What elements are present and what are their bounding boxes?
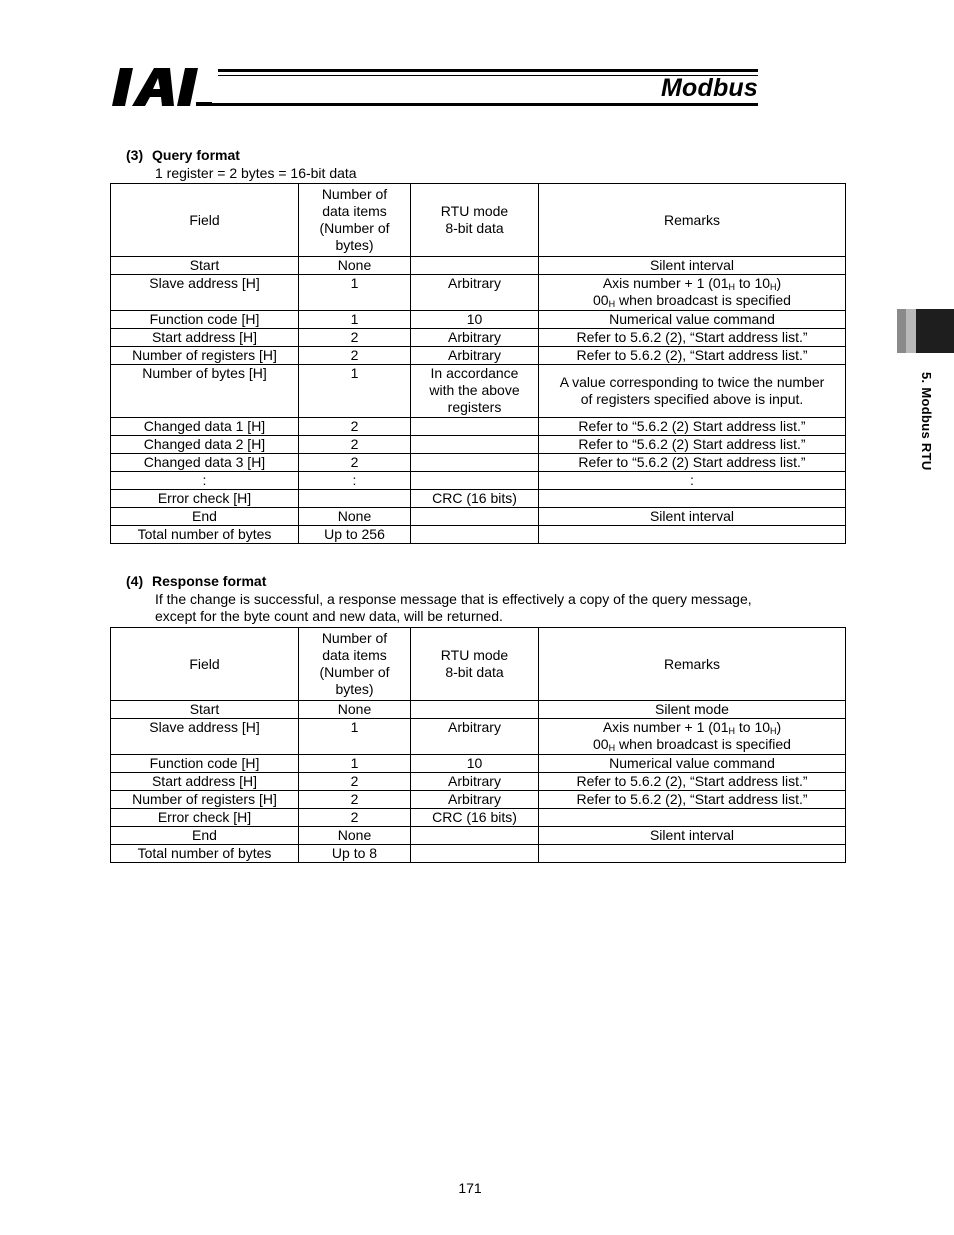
table-cell: Refer to “5.6.2 (2) Start address list.” — [539, 454, 846, 472]
table-row — [111, 347, 846, 365]
table-cell: 1 — [299, 275, 411, 311]
table-row — [111, 701, 846, 719]
table-cell: CRC (16 bits) — [411, 809, 539, 827]
table-row — [111, 809, 846, 827]
table-cell — [411, 701, 539, 719]
table-row — [111, 508, 846, 526]
response-table — [110, 627, 846, 863]
table-cell: Error check [H] — [111, 490, 299, 508]
col-header-items: Number of data items (Number of bytes) — [299, 184, 411, 257]
query-section-heading: Query format — [152, 147, 240, 163]
table-cell: 1 — [299, 365, 411, 418]
table-cell: Arbitrary — [411, 791, 539, 809]
table-row — [111, 275, 846, 311]
table-cell: 1 — [299, 311, 411, 329]
table-cell: Start — [111, 257, 299, 275]
table-cell: Refer to 5.6.2 (2), “Start address list.” — [539, 773, 846, 791]
table-cell — [411, 436, 539, 454]
col-header-remarks: Remarks — [539, 184, 846, 257]
table-cell — [411, 257, 539, 275]
table-cell: : — [299, 472, 411, 490]
response-section-heading: Response format — [152, 573, 267, 589]
table-cell: Arbitrary — [411, 329, 539, 347]
table-cell: Total number of bytes — [111, 845, 299, 863]
iai-logo — [112, 68, 212, 106]
table-row — [111, 257, 846, 275]
table-cell: Function code [H] — [111, 755, 299, 773]
table-cell: Silent interval — [539, 257, 846, 275]
table-cell: 10 — [411, 755, 539, 773]
table-cell: Total number of bytes — [111, 526, 299, 544]
table-cell: 2 — [299, 809, 411, 827]
table-cell: Arbitrary — [411, 347, 539, 365]
table-cell: Slave address [H] — [111, 719, 299, 755]
table-cell: Refer to “5.6.2 (2) Start address list.” — [539, 436, 846, 454]
table-row — [111, 827, 846, 845]
table-cell: Silent interval — [539, 827, 846, 845]
response-section-title — [126, 573, 266, 589]
table-cell: Up to 256 — [299, 526, 411, 544]
table-cell: Start address [H] — [111, 773, 299, 791]
header-title: Modbus — [660, 74, 758, 102]
table-cell: Refer to 5.6.2 (2), “Start address list.” — [539, 347, 846, 365]
table-row — [111, 791, 846, 809]
table-cell — [411, 472, 539, 490]
table-cell: A value corresponding to twice the number of registers specified above is input. — [539, 365, 846, 418]
response-section-number: (4) — [126, 573, 144, 589]
table-row — [111, 490, 846, 508]
table-cell: Silent mode — [539, 701, 846, 719]
table-cell: In accordance with the above registers — [411, 365, 539, 418]
header-rule-bottom — [212, 103, 758, 106]
table-cell: Changed data 1 [H] — [111, 418, 299, 436]
table-cell: End — [111, 827, 299, 845]
table-row — [111, 436, 846, 454]
table-cell: None — [299, 257, 411, 275]
query-section-description: 1 register = 2 bytes = 16-bit data — [155, 165, 357, 181]
table-cell: Refer to 5.6.2 (2), “Start address list.” — [539, 329, 846, 347]
table-cell — [539, 490, 846, 508]
table-cell — [539, 845, 846, 863]
col-header-remarks: Remarks — [539, 628, 846, 701]
table-cell: Numerical value command — [539, 755, 846, 773]
table-cell: None — [299, 701, 411, 719]
table-cell: None — [299, 508, 411, 526]
table-row — [111, 845, 846, 863]
table-cell: 2 — [299, 791, 411, 809]
table-cell: Up to 8 — [299, 845, 411, 863]
table-cell: Error check [H] — [111, 809, 299, 827]
table-cell: Start — [111, 701, 299, 719]
table-cell: Number of registers [H] — [111, 791, 299, 809]
table-row — [111, 418, 846, 436]
table-cell: Changed data 3 [H] — [111, 454, 299, 472]
query-section-title — [126, 147, 240, 163]
table-row — [111, 329, 846, 347]
table-cell: Arbitrary — [411, 275, 539, 311]
table-row — [111, 311, 846, 329]
table-cell: Silent interval — [539, 508, 846, 526]
table-cell: Number of bytes [H] — [111, 365, 299, 418]
table-cell: Arbitrary — [411, 773, 539, 791]
table-row — [111, 719, 846, 755]
table-cell — [539, 809, 846, 827]
table-cell: Slave address [H] — [111, 275, 299, 311]
table-cell: End — [111, 508, 299, 526]
table-cell: 2 — [299, 329, 411, 347]
col-header-rtu: RTU mode 8-bit data — [411, 184, 539, 257]
table-cell: Changed data 2 [H] — [111, 436, 299, 454]
table-cell — [411, 827, 539, 845]
table-cell: Axis number + 1 ($01_H$ to $10_H$) $00_H$ when broadcast is specified — [539, 275, 846, 311]
table-cell: : — [111, 472, 299, 490]
col-header-field: Field — [111, 184, 299, 257]
table-cell: Function code [H] — [111, 311, 299, 329]
col-header-items: Number of data items (Number of bytes) — [299, 628, 411, 701]
table-cell — [411, 526, 539, 544]
chapter-tab-label: 5. Modbus RTU — [919, 372, 934, 471]
table-cell: 1 — [299, 755, 411, 773]
table-cell — [299, 490, 411, 508]
table-cell — [411, 508, 539, 526]
response-section-description: If the change is successful, a response message that is effectively a copy of the query message, except for the byte count and new data, will be returned. — [155, 591, 752, 624]
table-cell — [411, 418, 539, 436]
header-rule-top — [218, 69, 758, 72]
table-cell — [411, 845, 539, 863]
table-cell: Arbitrary — [411, 719, 539, 755]
table-row — [111, 755, 846, 773]
table-cell: 1 — [299, 719, 411, 755]
table-cell: 2 — [299, 773, 411, 791]
table-cell: Refer to “5.6.2 (2) Start address list.” — [539, 418, 846, 436]
table-cell: 2 — [299, 436, 411, 454]
table-cell: Refer to 5.6.2 (2), “Start address list.” — [539, 791, 846, 809]
table-row — [111, 472, 846, 490]
table-header-row — [111, 628, 846, 701]
page-number: 171 — [458, 1180, 482, 1196]
table-cell — [411, 454, 539, 472]
table-cell: 2 — [299, 418, 411, 436]
table-cell: Axis number + 1 ($01_H$ to $10_H$) $00_H$ when broadcast is specified — [539, 719, 846, 755]
table-cell: Start address [H] — [111, 329, 299, 347]
table-row — [111, 454, 846, 472]
table-cell: 2 — [299, 454, 411, 472]
table-row — [111, 526, 846, 544]
query-section-number: (3) — [126, 147, 144, 163]
table-cell: Number of registers [H] — [111, 347, 299, 365]
chapter-tab — [897, 309, 954, 353]
table-row — [111, 773, 846, 791]
table-cell: 10 — [411, 311, 539, 329]
table-cell: : — [539, 472, 846, 490]
query-table — [110, 183, 846, 544]
table-cell: Numerical value command — [539, 311, 846, 329]
table-row — [111, 365, 846, 418]
table-cell: 2 — [299, 347, 411, 365]
table-cell — [539, 526, 846, 544]
table-cell: None — [299, 827, 411, 845]
table-cell: CRC (16 bits) — [411, 490, 539, 508]
col-header-rtu: RTU mode 8-bit data — [411, 628, 539, 701]
table-header-row — [111, 184, 846, 257]
col-header-field: Field — [111, 628, 299, 701]
